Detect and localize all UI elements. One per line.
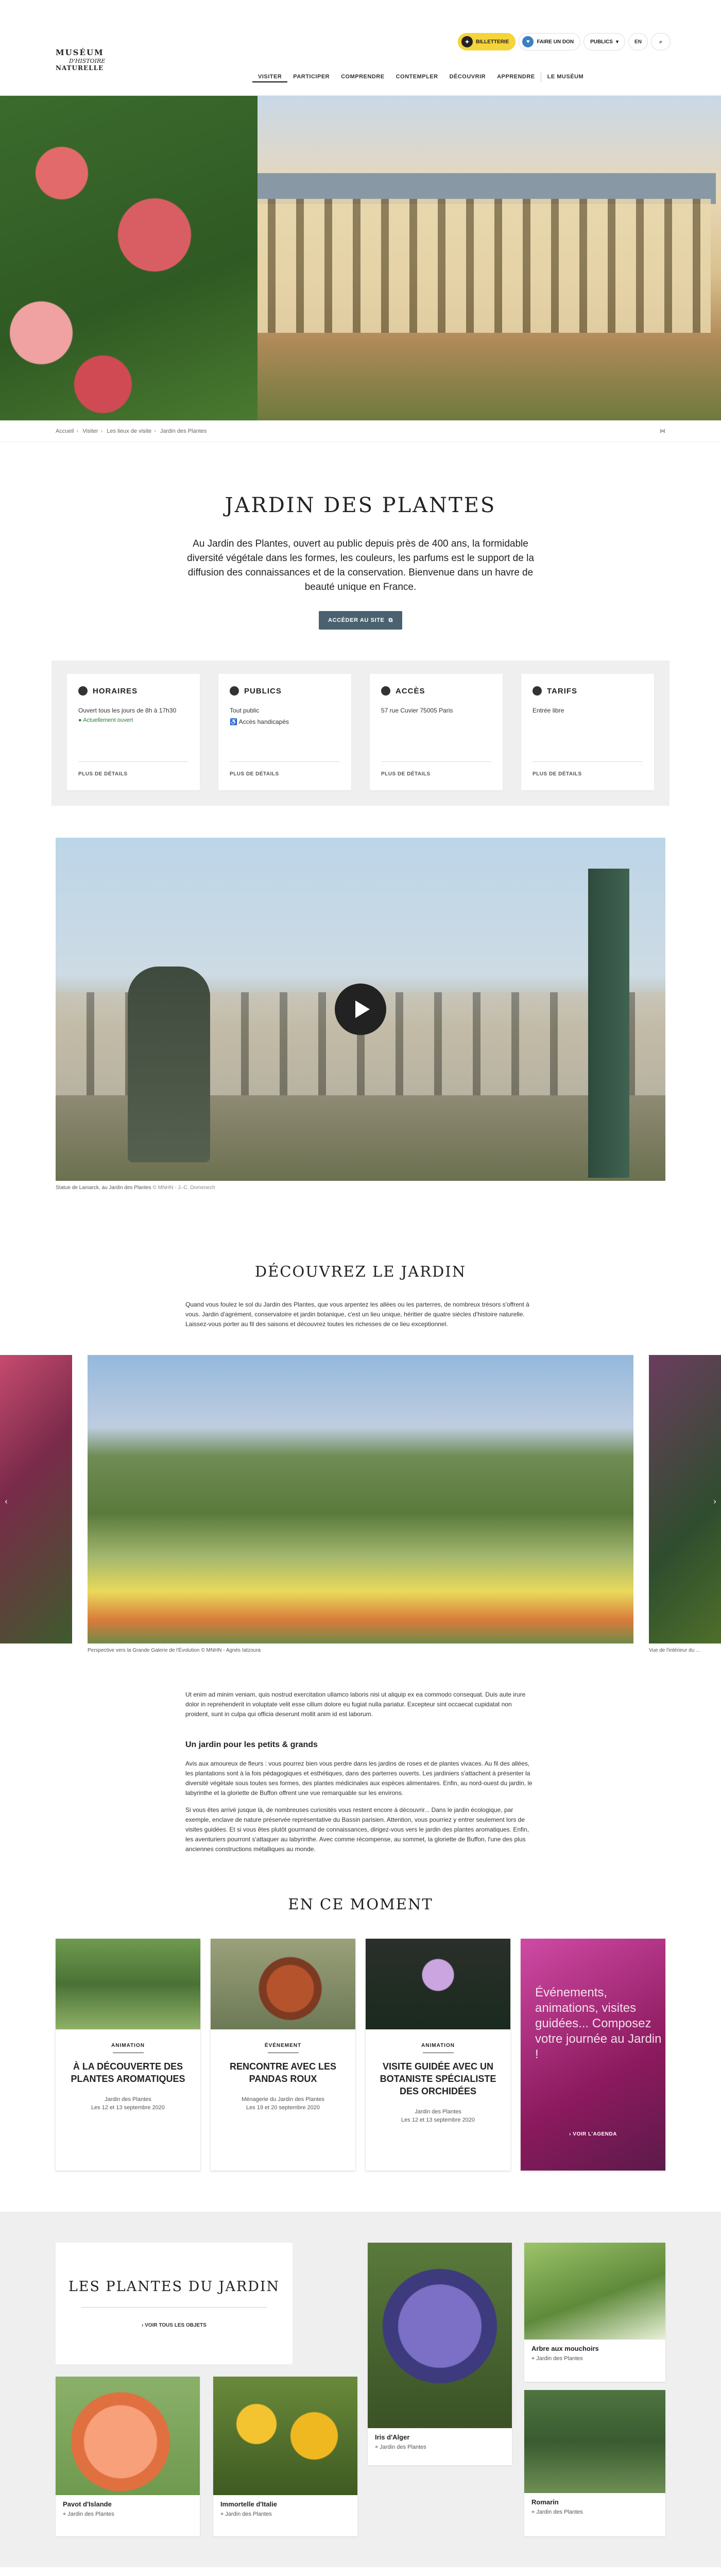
- plants-section: [0, 2212, 721, 2567]
- intro-text: Au Jardin des Plantes, ouvert au public depuis près de 400 ans, la formidable diversité végétale dans les formes, les couleurs, les parfums est le support de la diffusion des connaissances et de la conservation. Bienvenue dans un havre de beauté unique en France.: [187, 538, 534, 592]
- search-button[interactable]: [651, 33, 671, 50]
- event-card[interactable]: ANIMATION VISITE GUIDÉE AVEC UN BOTANISTE SPÉCIALISTE DES ORCHIDÉES Jardin des Plantes Les 12 et 13 septembre 2020: [366, 1939, 510, 2171]
- more-details-link[interactable]: PLUS DE DÉTAILS: [381, 761, 491, 777]
- location-icon: [381, 686, 390, 696]
- lamarck-statue: [128, 967, 210, 1162]
- location-icon: ⌖: [375, 2444, 379, 2450]
- external-link-icon: ⧉: [388, 617, 393, 623]
- plant-card[interactable]: Pavot d'Islande ⌖ Jardin des Plantes: [56, 2377, 200, 2536]
- now-section: [0, 1854, 721, 2171]
- top-utility-bar: [458, 33, 671, 50]
- location-icon: ⌖: [220, 2511, 224, 2517]
- page-title: JARDIN DES PLANTES: [225, 494, 496, 517]
- euro-icon: [533, 686, 542, 696]
- video-caption: Statue de Lamarck, au Jardin des Plantes © MNHN - J.-C. Domenech: [56, 1185, 215, 1191]
- share-icon[interactable]: ⋈: [660, 428, 665, 434]
- search-icon: ⌕: [659, 39, 662, 45]
- agenda-link[interactable]: › VOIR L'AGENDA: [569, 2131, 617, 2137]
- site-header: [0, 0, 721, 96]
- location-icon: ⌖: [531, 2355, 535, 2362]
- event-image: [56, 1939, 200, 2029]
- clock-icon: [78, 686, 88, 696]
- dahlia-flowers: [0, 96, 258, 420]
- hero-image: [0, 96, 721, 420]
- museum-logo[interactable]: MUSÉUM D'HISTOIRE NATURELLE: [56, 48, 106, 72]
- donate-button[interactable]: ♥ FAIRE UN DON: [519, 33, 580, 50]
- heart-icon: ♥: [522, 36, 534, 47]
- main-menu: [252, 72, 589, 82]
- location-icon: ⌖: [531, 2509, 535, 2515]
- language-switch[interactable]: EN: [628, 33, 648, 50]
- breadcrumb: Accueil › Visiter › Les lieux de visite › Jardin des Plantes ⋈: [0, 420, 721, 442]
- more-details-link[interactable]: PLUS DE DÉTAILS: [78, 761, 188, 777]
- menu-item-participer[interactable]: PARTICIPER: [293, 74, 330, 80]
- info-acces: ACCÈS 57 rue Cuvier 75005 Paris PLUS DE DÉTAILS: [370, 674, 503, 790]
- discover-section: DÉCOUVREZ LE JARDIN Quand vous foulez le sol du Jardin des Plantes, que vous arpentez les allées ou les parterres, de nombreux trésors s'offrent à vous. Jardin d'agrément, conservatoire et jardin botanique, c'est un lieu unique, héritier de quatre siècles d'histoire naturelle. Laissez-vous porter au fil des saisons et découvrez toutes les richesses de ce lieu exceptionnel.: [0, 1191, 721, 1329]
- menu-item-comprendre[interactable]: COMPRENDRE: [341, 74, 385, 80]
- location-icon: ⌖: [63, 2511, 66, 2517]
- breadcrumb-lieux[interactable]: Les lieux de visite: [107, 428, 152, 434]
- menu-item-contempler[interactable]: CONTEMPLER: [396, 74, 438, 80]
- billetterie-button[interactable]: ✦ BILLETTERIE: [458, 33, 516, 50]
- chevron-down-icon: ▾: [615, 39, 619, 45]
- carousel-caption: Perspective vers la Grande Galerie de l'Évolution © MNHN - Agnès Iatzoura: [88, 1648, 261, 1653]
- practical-info: [52, 660, 670, 806]
- now-title: EN CE MOMENT: [288, 1895, 433, 1913]
- more-details-link[interactable]: PLUS DE DÉTAILS: [533, 761, 643, 777]
- discover-title: DÉCOUVREZ LE JARDIN: [254, 1263, 467, 1280]
- breadcrumb-visiter[interactable]: Visiter: [82, 428, 98, 434]
- chevron-right-icon[interactable]: ›: [713, 1497, 716, 1506]
- event-card[interactable]: ANIMATION À LA DÉCOUVERTE DES PLANTES AROMATIQUES Jardin des Plantes Les 12 et 13 septembre 2020: [56, 1939, 200, 2171]
- event-image: [366, 1939, 510, 2029]
- breadcrumb-current: Jardin des Plantes: [160, 428, 207, 434]
- arrow-right-icon: ›: [569, 2131, 571, 2137]
- plant-card[interactable]: Iris d'Alger ⌖ Jardin des Plantes: [368, 2243, 512, 2465]
- plant-card[interactable]: Immortelle d'Italie ⌖ Jardin des Plantes: [213, 2377, 357, 2536]
- event-card[interactable]: ÉVÉNEMENT RENCONTRE AVEC LES PANDAS ROUX Ménagerie du Jardin des Plantes Les 19 et 20 septembre 2020: [211, 1939, 355, 2171]
- chevron-left-icon[interactable]: ‹: [5, 1497, 8, 1506]
- menu-item-le-museum[interactable]: LE MUSÉUM: [541, 72, 590, 82]
- publics-dropdown[interactable]: PUBLICS ▾: [583, 33, 625, 50]
- video-player[interactable]: [56, 838, 665, 1181]
- ticket-icon: ✦: [461, 36, 473, 47]
- article-body: Ut enim ad minim veniam, quis nostrud exercitation ullamco laboris nisi ut aliquip ex ea commodo consequat. Duis aute irure dolor in reprehenderit in voluptate velit esse cillum dolore eu fugiat nulla pariatur. Excepteur sint occaecat cupidatat non proident, sunt in culpa qui officia deserunt mollit anim id est laborum. Un jardin pour les petits & grands Avis aux amoureux de fleurs : vous pourrez bien vous perdre dans les jardins de roses et de plantes vivaces. Au fil des allées, les plantations sont à la fois pédagogiques et esthétiques, dans des parterres ouverts. Les jardiniers s'attachent à présenter la diversité végétale sous toutes ses formes, des plantes médicinales aux espèces alimentaires. Enfin, au nord-ouest du jardin, le labyrinthe et la gloriette de Buffon offrent une vue remarquable sur les environs. Si vous êtes arrivé jusque là, de nombreuses curiosités vous restent encore à découvrir... Dans le jardin écologique, par exemple, enclave de nature préservée représentative du Bassin parisien. Attention, vous pourriez y entrer seulement lors de visites guidées. Et si vous êtes plutôt gourmand de connaissances, dirigez-vous vers le jardin des plantes aromatiques. Enfin, les aventuriers pourront s'attaquer au labyrinthe. Avec comme récompense, au sommet, la gloriette de Buffon, l'une des plus anciennes constructions métalliques au monde.: [185, 1690, 536, 1854]
- breadcrumb-accueil[interactable]: Accueil: [56, 428, 74, 434]
- more-details-link[interactable]: PLUS DE DÉTAILS: [230, 761, 340, 777]
- menu-item-apprendre[interactable]: APPRENDRE: [497, 74, 535, 80]
- open-status: ● Actuellement ouvert: [78, 717, 133, 723]
- info-publics: PUBLICS Tout public ♿ Accès handicapés PLUS DE DÉTAILS: [218, 674, 351, 790]
- play-button[interactable]: [335, 984, 386, 1035]
- see-all-objects-link[interactable]: › VOIR TOUS LES OBJETS: [142, 2323, 207, 2328]
- info-tarifs: TARIFS Entrée libre PLUS DE DÉTAILS: [521, 674, 654, 790]
- carousel-slide-active: [88, 1355, 633, 1643]
- article-subtitle: Un jardin pour les petits & grands: [185, 1740, 318, 1749]
- intro-section: [0, 442, 721, 630]
- plants-title-box: LES PLANTES DU JARDIN › VOIR TOUS LES OBJETS: [56, 2243, 293, 2364]
- photo-carousel: ‹ › Perspective vers la Grande Galerie de l'Évolution © MNHN - Agnès Iatzoura Vue de l'intérieur du ...: [0, 1355, 721, 1659]
- menu-item-decouvrir[interactable]: DÉCOUVRIR: [449, 74, 486, 80]
- info-horaires: HORAIRES Ouvert tous les jours de 8h à 17h30 ● Actuellement ouvert PLUS DE DÉTAILS: [67, 674, 200, 790]
- wheelchair-icon: ♿: [230, 718, 237, 725]
- plant-card[interactable]: Arbre aux mouchoirs ⌖ Jardin des Plantes: [524, 2243, 665, 2382]
- plant-card[interactable]: Romarin ⌖ Jardin des Plantes: [524, 2390, 665, 2536]
- access-site-button[interactable]: ACCÉDER AU SITE ⧉: [319, 611, 402, 630]
- people-icon: [230, 686, 239, 696]
- event-image: [211, 1939, 355, 2029]
- street-lamp: [588, 869, 629, 1178]
- menu-item-visiter[interactable]: VISITER: [252, 72, 287, 82]
- agenda-promo[interactable]: Événements, animations, visites guidées... Composez votre journée au Jardin ! › VOIR L'AGENDA: [521, 1939, 665, 2171]
